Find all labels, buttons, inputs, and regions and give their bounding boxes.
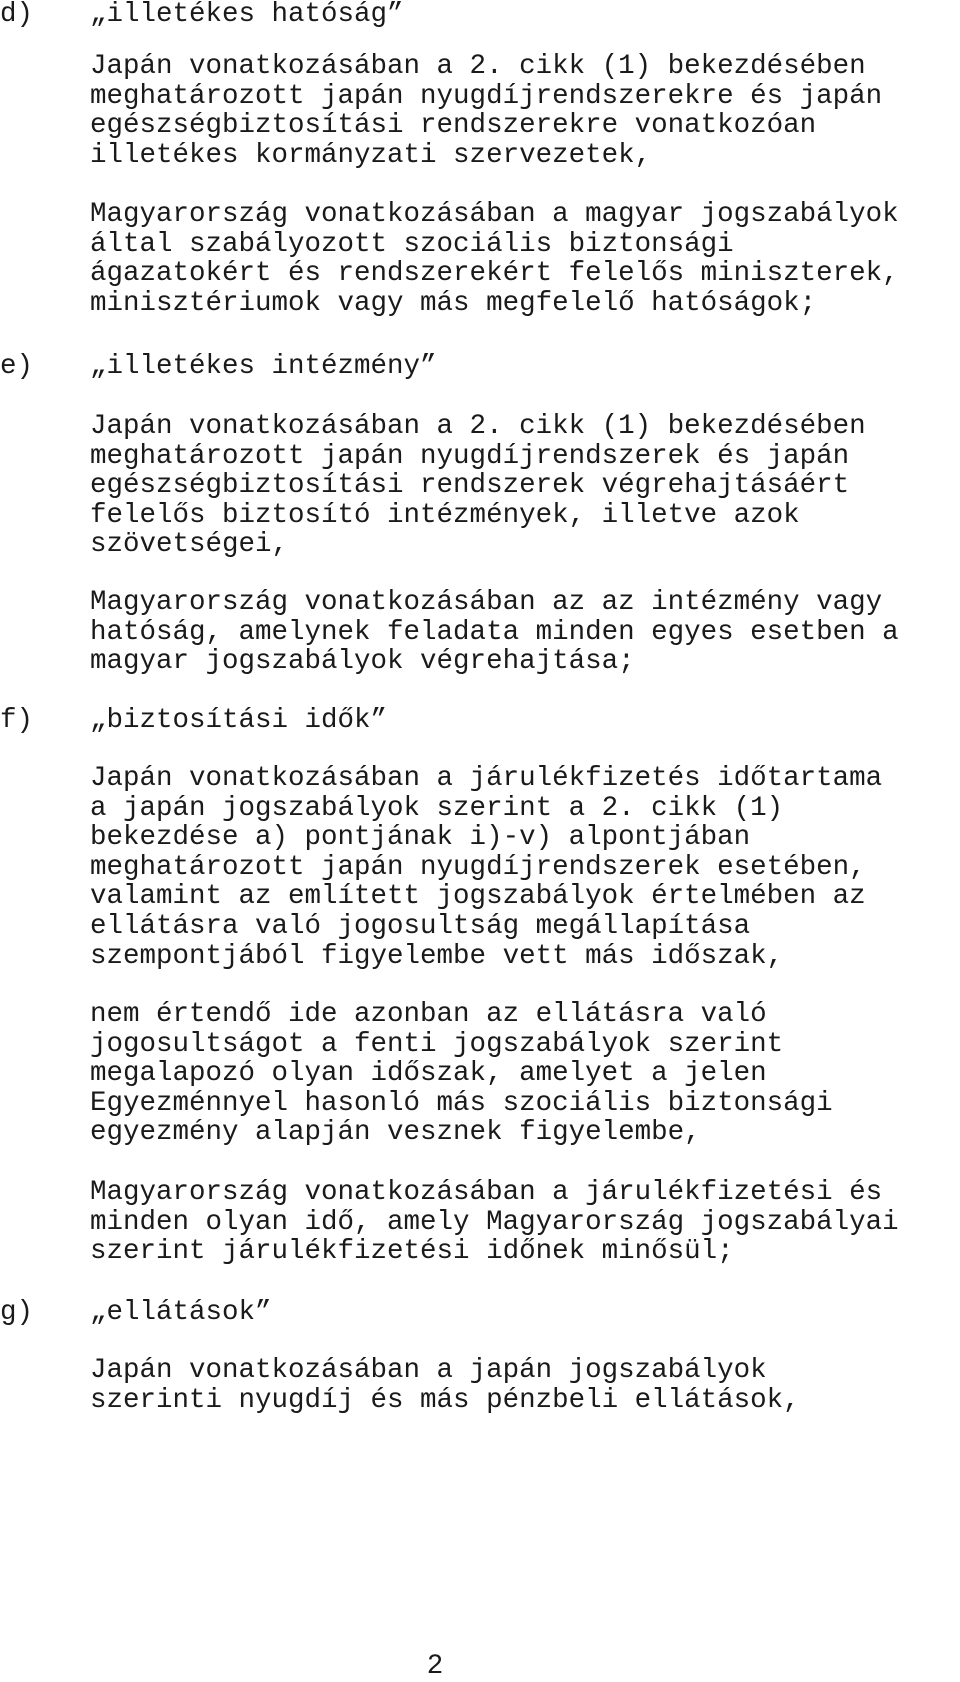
text-line: Japán vonatkozásában a járulékfizetés időtartama — [90, 763, 883, 794]
defined-term: „illetékes intézmény” — [90, 351, 437, 382]
text-line: egyezmény alapján vesznek figyelembe, — [90, 1117, 701, 1149]
text-line: minisztériumok vagy más megfelelő hatóságok; — [90, 287, 817, 319]
text-line: jogosultságot a fenti jogszabályok szerint — [90, 1028, 784, 1060]
text-line: ágazatokért és rendszerekért felelős miniszterek, — [90, 258, 899, 290]
page-number: 2 — [426, 1651, 444, 1682]
defined-term: „illetékes hatóság” — [90, 0, 404, 30]
definition-paragraph — [90, 412, 960, 560]
text-line: Japán vonatkozásában a japán jogszabályok — [90, 1355, 767, 1386]
text-line: által szabályozott szociális biztonsági — [90, 228, 734, 260]
text-line: Magyarország vonatkozásában a magyar jogszabályok — [90, 199, 899, 230]
text-line: magyar jogszabályok végrehajtása; — [90, 646, 635, 678]
text-line: szerint járulékfizetési időnek minősül; — [90, 1236, 734, 1268]
defined-term: „ellátások” — [90, 1297, 272, 1328]
definition-paragraph — [90, 764, 960, 971]
text-line: felelős biztosító intézmények, illetve azok — [90, 499, 800, 531]
text-line: megalapozó olyan időszak, amelyet a jelen — [90, 1058, 767, 1090]
item-letter: e) — [0, 351, 34, 382]
text-line: meghatározott japán nyugdíjrendszerek és japán — [90, 440, 850, 472]
text-line: a japán jogszabályok szerint a 2. cikk (1) — [90, 792, 784, 824]
definition-paragraph — [90, 1356, 960, 1415]
text-line: hatóság, amelynek feladata minden egyes esetben a — [90, 616, 899, 648]
text-line: minden olyan idő, amely Magyarország jogszabályai — [90, 1206, 899, 1238]
text-line: szerinti nyugdíj és más pénzbeli ellátások, — [90, 1384, 800, 1416]
text-line: Japán vonatkozásában a 2. cikk (1) bekezdésében — [90, 411, 866, 442]
text-line: Magyarország vonatkozásában az az intézmény vagy — [90, 587, 883, 618]
text-line: illetékes kormányzati szervezetek, — [90, 139, 652, 171]
text-line: egészségbiztosítási rendszerek végrehajtásáért — [90, 470, 850, 502]
text-line: nem értendő ide azonban az ellátásra való — [90, 999, 767, 1030]
definition-paragraph — [90, 200, 960, 318]
item-letter: f) — [0, 705, 34, 736]
text-line: szövetségei, — [90, 529, 289, 561]
text-line: bekezdése a) pontjának i)-v) alpontjában — [90, 822, 751, 854]
text-line: Egyezménnyel hasonló más szociális biztonsági — [90, 1087, 833, 1119]
definition-paragraph — [90, 1000, 960, 1148]
definition-paragraph — [90, 1178, 960, 1267]
text-line: valamint az említett jogszabályok értelmében az — [90, 881, 866, 913]
item-letter: d) — [0, 0, 34, 30]
text-line: meghatározott japán nyugdíjrendszerekre és japán — [90, 80, 883, 112]
text-line: Magyarország vonatkozásában a járulékfizetési és — [90, 1177, 883, 1208]
defined-term: „biztosítási idők” — [90, 705, 388, 736]
text-line: egészségbiztosítási rendszerekre vonatkozóan — [90, 110, 817, 142]
text-line: Japán vonatkozásában a 2. cikk (1) bekezdésében — [90, 51, 866, 82]
item-letter: g) — [0, 1297, 34, 1328]
text-line: szempontjából figyelembe vett más időszak, — [90, 940, 784, 972]
text-line: ellátásra való jogosultság megállapítása — [90, 910, 751, 942]
text-line: meghatározott japán nyugdíjrendszerek esetében, — [90, 851, 866, 883]
definition-paragraph — [90, 52, 960, 170]
definition-paragraph — [90, 588, 960, 677]
